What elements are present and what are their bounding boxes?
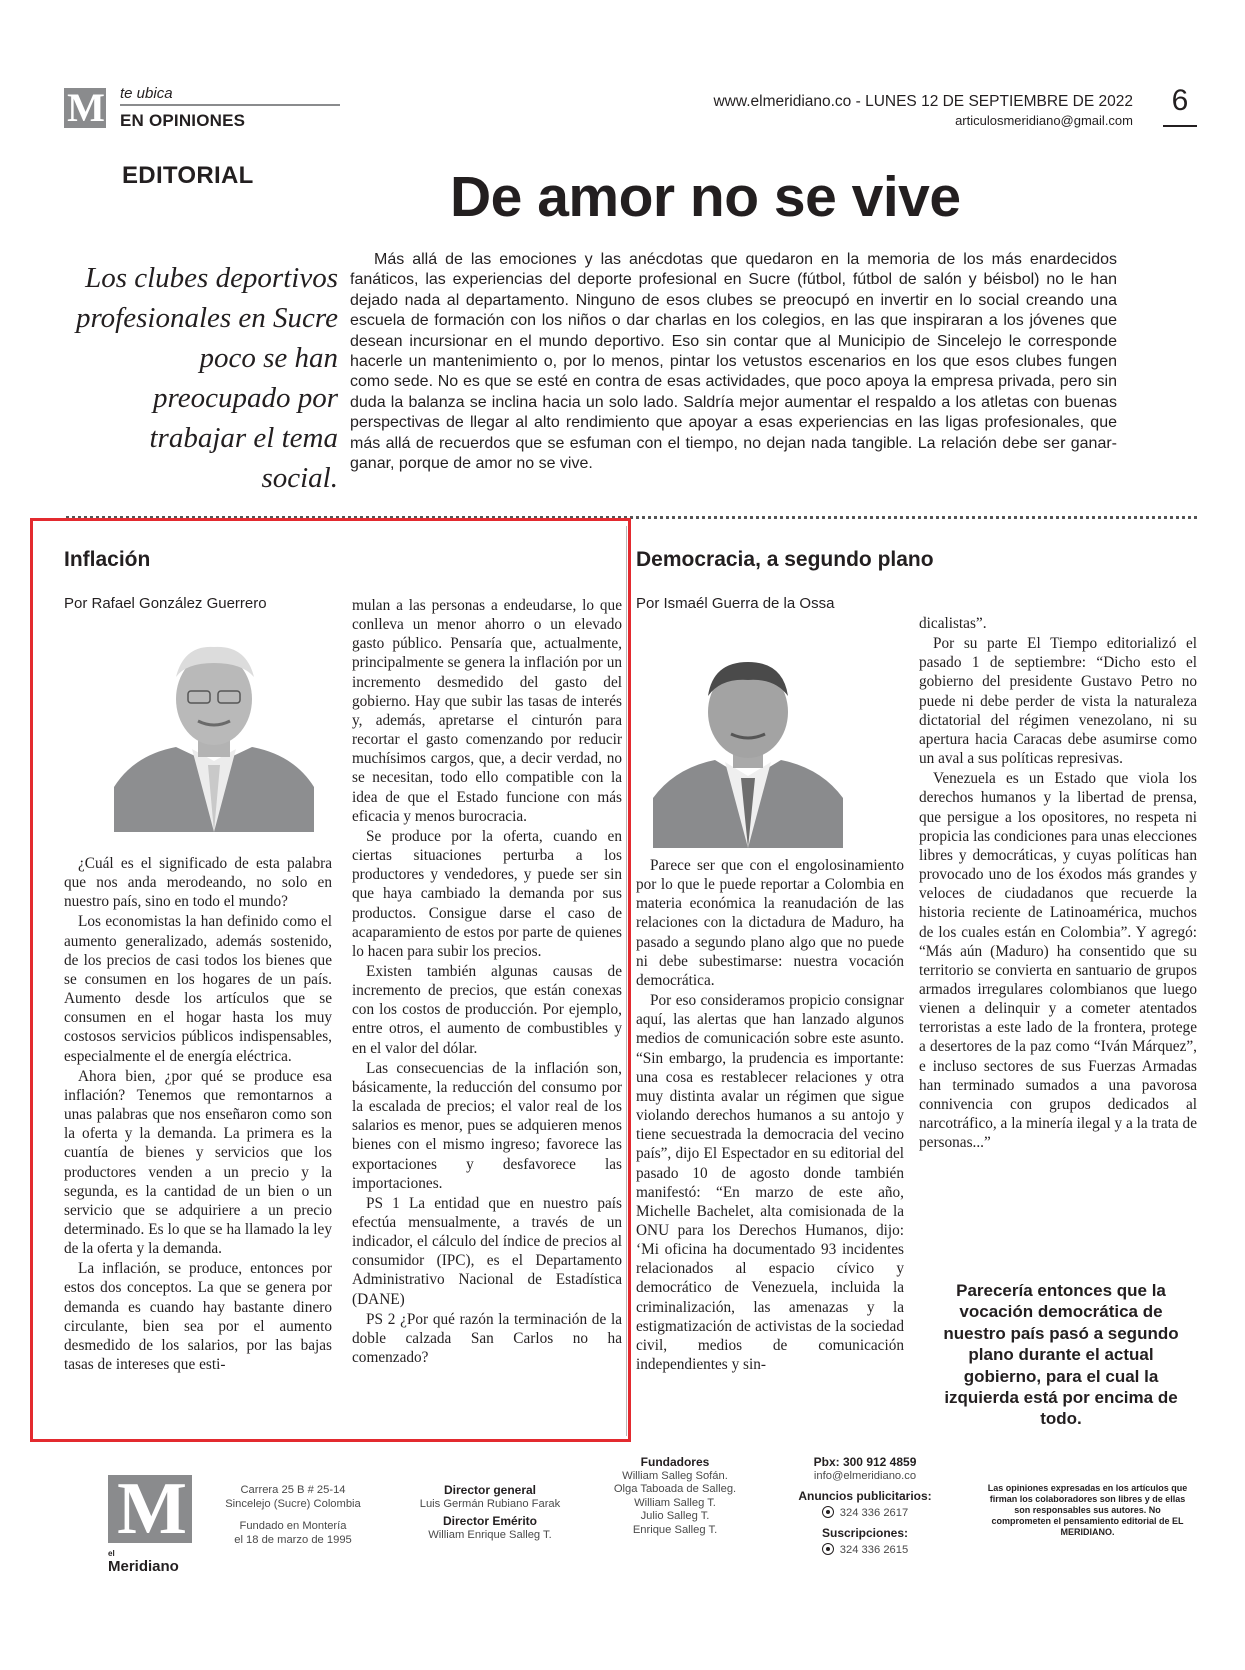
article-title-inflacion: Inflación [64,548,151,571]
article-democracia-pullquote: Parecería entonces que la vocación democrática de nuestro país pasó a segundo plano durante el actual gobierno, para el cual la izquierda está por encima de todo. [943,1281,1179,1429]
footer-address [208,1484,378,1511]
paragraph: ¿Cuál es el significado de esta palabra que nos anda merodeando, no solo en nuestro país, sino en todo el mundo? [64,855,332,911]
ads-label: Anuncios publicitarios: [798,1489,932,1504]
footer-founders [590,1456,760,1538]
author-photo-gonzalez [114,637,314,832]
editorial-label: EDITORIAL [122,162,254,189]
ads-phone-row [770,1504,960,1521]
paragraph-continued: dicalistas”. [919,615,987,632]
section-rule [120,104,340,106]
article-democracia-column-2 [919,614,1197,1153]
paragraph: Existen también algunas causas de incremento de precios, que están conexas con los costos de producción. Por ejemplo, entre otros, el aumento de combustibles y en el valor del dólar. [352,962,622,1057]
address-line-2: Sincelejo (Sucre) Colombia [225,1497,361,1510]
whatsapp-icon [822,1506,834,1518]
header-date-line: www.elmeridiano.co - LUNES 12 DE SEPTIEMBRE DE 2022 [713,93,1133,110]
paragraph: PS 1 La entidad que en nuestro país efectúa mensualmente, a través de un indicador, el cálculo del índice de precios al consumidor (IPC), es el Departamento Administrativo Nacional de Estadística (DANE) [352,1194,622,1308]
column-rule [626,526,627,1436]
article-title-democracia: Democracia, a segundo plano [636,548,934,571]
footer-disclaimer: Las opiniones expresadas en los artículos que firman los colaboradores son libres y de ellas son responsables sus autores. No comprometen el pensamiento editorial de EL MERIDIANO. [987,1483,1188,1537]
paragraph: Las consecuencias de la inflación son, básicamente, la reducción del consumo por la escalada de precios; el valor real de los salarios es menor, pues se adquieren menos bienes con el mismo ingreso; favorece las exportaciones y desfavorece las importaciones. [352,1059,622,1192]
founded-line-2: el 18 de marzo de 1995 [234,1533,352,1546]
article-inflacion-column-1 [64,854,332,1375]
whatsapp-icon [822,1543,834,1555]
paragraph-continued: mulan a las personas a endeudarse, lo que conlleva un menor ahorro o un elevado gasto público. Pensaría que, actualmente, principalmente se genera la inflación por un incremento desmedido del gasto del gobierno. Hay que subir las tasas de interés y, además, apretarse el cinturón para recortar el gasto comenzando por reducir muchísimos cargos, que, a decir verdad, no se necesitan, todo ello compatible con la idea de que el Estado funcione con más eficacia y menos burocracia. [352,597,622,825]
pbx-number: Pbx: 300 912 4859 [813,1455,917,1469]
page-number: 6 [1171,84,1189,117]
director-emerito-name: William Enrique Salleg T. [428,1528,552,1541]
paragraph: PS 2 ¿Por qué razón la terminación de la doble calzada San Carlos no ha comenzado? [352,1310,622,1367]
paragraph: Parece ser que con el engolosinamiento por lo que le puede reportar a Colombia en materia económica la reanudación de las relaciones con la dictadura de Maduro, ha pasado a segundo plano algo que no puede ni debe subestimarse: nuestra vocación democrática. [636,857,904,989]
founded-line-1: Fundado en Montería [239,1520,347,1532]
article-democracia-column-1 [636,856,904,1375]
paragraph: Los economistas la han definido como el aumento generalizado, además sostenido, de los precios de casi todos los bienes que se consumen en los hogares de un país. Aumento desde los artículos que se consumen en el hogar hasta los muy costosos servicios públicos indispensables, especialmente el de energía eléctrica. [64,913,332,1065]
founder-name: William Salleg T. [634,1496,716,1509]
subscriptions-label: Suscripciones: [821,1526,909,1541]
address-line-1: Carrera 25 B # 25-14 [240,1484,346,1496]
section-subtitle: te ubica [120,85,173,102]
editorial-headline: De amor no se vive [450,165,961,229]
founder-name: Julio Salleg T. [640,1510,710,1523]
paragraph: Venezuela es un Estado que viola los derechos humanos y la libertad de prensa, que persigue a los opositores, no respeta ni propicia las condiciones para unas elecciones libres y democráticas, y cuyas políticas han provocado uno de los éxodos más grandes y veloces de ciudadanos que recuerde la historia reciente de Latinoamérica, muchos de los cuales están en Colombia”. Y agregó: “Más aún (Maduro) ha consentido que su territorio se convierta en santuario de grupos armados irregulares colombianos que luego vienen a delinquir y a cometer atentados terroristas a este lado de la frontera, protege a desertores de la paz como “Iván Márquez”, e incluso sectores de sus Fuerzas Armadas han terminado sumados a una pavorosa connivencia con grupos dedicados al narcotráfico, a la minería ilegal y a la trata de personas...” [919,770,1197,1152]
paragraph: La inflación, se produce, entonces por estos dos conceptos. La que se genera por demanda es cuando hay bastante dinero circulante, bien sea por el aumento desmedido de los salarios, por las bajas tasas de intereses que esti- [64,1260,332,1374]
director-general-label: Director general [443,1483,537,1497]
byline-inflacion: Por Rafael González Guerrero [64,595,267,612]
page-number-rule [1163,125,1197,127]
founder-name: William Salleg Sofán. [622,1469,728,1482]
footer-logo: M [108,1475,192,1543]
footer-directors [400,1484,580,1542]
section-name: EN OPINIONES [120,111,246,130]
footer-founded [208,1520,378,1547]
subscriptions-phone: 324 336 2615 [839,1543,909,1556]
founders-label: Fundadores [640,1455,710,1469]
byline-democracia: Por Ismaél Guerra de la Ossa [636,595,835,612]
masthead-logo: M [64,88,106,128]
editorial-body: Más allá de las emociones y las anécdotas que quedaron en la memoria de los más enardecidos fanáticos, las experiencias del deporte profesional en Sucre (fútbol, fútbol de salón y béisbol) no le han dejado nada al departamento. Ninguno de esos clubes se preocupó en invertir en lo social creando una escuela de formación con los niños o dar charlas en los colegios, en las que inspiraran a los jóvenes que desean incursionar en el mundo deportivo. Eso sin contar que al Municipio de Sincelejo le corresponde hacerle un mantenimiento o, por lo menos, pintar los vetustos escenarios en los que esos clubes fungen como sede. No es que se esté en contra de esas actividades, que poco apoya la empresa privada, pero sin duda la balanza se inclina hacia un solo lado. Saldría mejor aumentar el respaldo a los atletas con buenas perspectivas de llegar al alto rendimiento que apoyar a esas experiencias en las ligas profesionales, que más allá de recuerdos que se esfuman con el tiempo, no dejan nada tangible. La relación debe ser ganar-ganar, porque de amor no se vive. [350,251,1117,473]
article-inflacion-column-2 [352,596,622,1368]
paragraph: Por su parte El Tiempo editorializó el pasado 1 de septiembre: “Dicho esto el gobierno del presidente Gustavo Petro no puede ni debe perder de vista la naturaleza dictatorial del régimen venezolano, ni su apertura hacia Caracas debe asumirse como un aval a sus políticas represivas. [919,635,1197,768]
paragraph: Se produce por la oferta, cuando en ciertas situaciones perturba a los productores y vendedores, y puede ser sin que haya cambiado la demanda por sus productos. Consigue darse el caso de acaparamiento de estos por parte de quienes lo hacen para subir los precios. [352,827,622,960]
founder-name: Enrique Salleg T. [632,1523,718,1536]
footer-logo-name: Meridiano [108,1558,179,1575]
editorial-pullquote: Los clubes deportivos profesionales en Sucre poco se han preocupado por trabajar el tema social. [75,262,338,494]
paragraph: Por eso consideramos propicio consignar aquí, las alertas que han lanzado algunos medios de comunicación sobre este asunto. “Sin embargo, la prudencia es importante: una cosa es restablecer relaciones y otra muy distinta avalar un régimen que sigue violando derechos humanos a su antojo y tiene secuestrada la democracia del vecino país”, dijo El Espectador en su editorial del pasado 10 de agosto donde también manifestó: “En marzo de este año, Michelle Bachelet, alta comisionada de la ONU para los Derechos Humanos, dijo: ‘Mi oficina ha documentado 93 incidentes relacionados al espacio cívico y democrático de Venezuela, incluida la criminalización, las amenazas y la estigmatización de activistas de la sociedad civil, medios de comunicación independientes y sin- [636,992,904,1374]
founder-name: Olga Taboada de Salleg. [613,1483,737,1496]
director-emerito-label: Director Emérito [442,1514,538,1529]
ads-phone: 324 336 2617 [839,1506,909,1519]
author-photo-guerra [653,648,843,848]
subscriptions-phone-row [770,1541,960,1558]
contact-email: info@elmeridiano.co [813,1469,917,1482]
director-general-name: Luis Germán Rubiano Farak [419,1497,561,1510]
header-email: articulosmeridiano@gmail.com [955,113,1133,128]
paragraph: Ahora bien, ¿por qué se produce esa inflación? Tenemos que remontarnos a unas palabras que nos enseñaron como son la oferta y la demanda. La primera es la cuantía de bienes y servicios que los productores venden a un precio y la segunda, es la cantidad de un bien o un servicio que se adquiriere a un precio determinado. Es lo que se ha llamado la ley de la oferta y la demanda. [64,1067,332,1258]
footer-contact [770,1456,960,1558]
footer-logo-prefix: el [108,1549,115,1558]
